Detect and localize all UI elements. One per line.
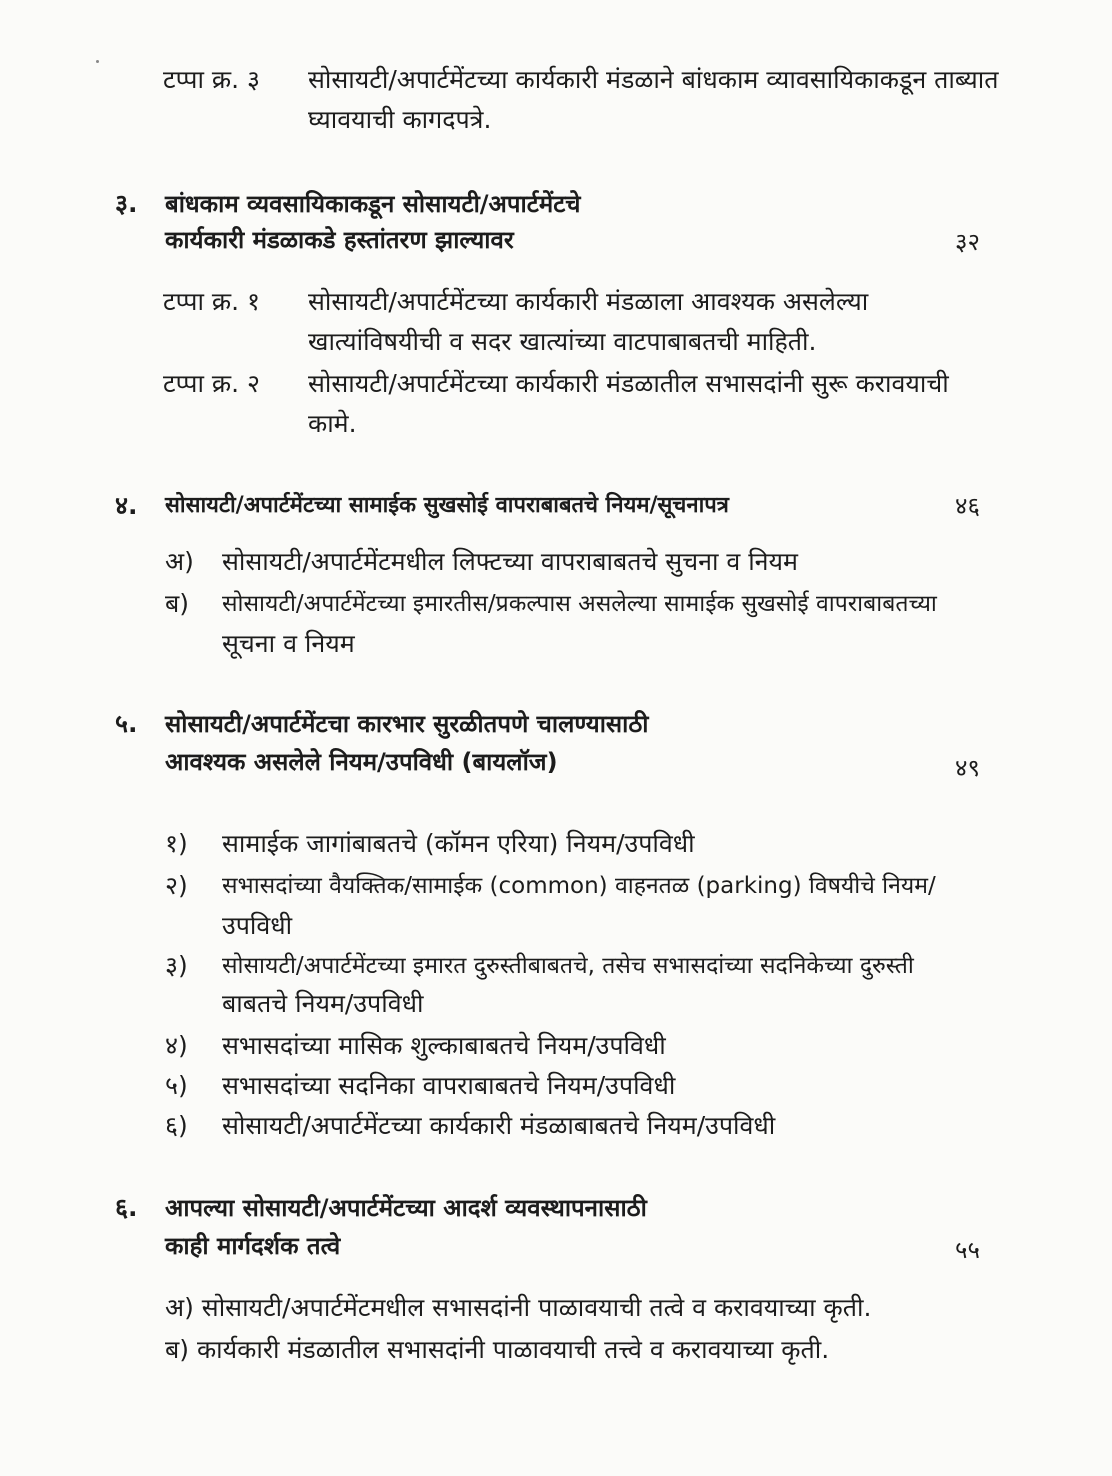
item-label: ५) bbox=[165, 1071, 188, 1100]
step-text: कामे. bbox=[308, 409, 357, 438]
step-text: सोसायटी/अपार्टमेंटच्या कार्यकारी मंडळाने बांधकाम व्यावसायिकाकडून ताब्यात bbox=[308, 65, 999, 94]
item-text: सोसायटी/अपार्टमेंटच्या कार्यकारी मंडळाबाबतचे नियम/उपविधी bbox=[222, 1111, 776, 1140]
section-title: बांधकाम व्यवसायिकाकडून सोसायटी/अपार्टमेंटचे bbox=[165, 190, 581, 218]
page-number: ४९ bbox=[955, 754, 980, 782]
item-text: उपविधी bbox=[222, 911, 293, 940]
item-label: अ) bbox=[165, 547, 194, 576]
section-title: सोसायटी/अपार्टमेंटच्या सामाईक सुखसोई वापराबाबतचे नियम/सूचनापत्र bbox=[165, 493, 729, 518]
item-text: सामाईक जागांबाबतचे (कॉमन एरिया) नियम/उपविधी bbox=[222, 829, 695, 858]
item-label: ब) bbox=[165, 589, 190, 618]
section-title: आवश्यक असलेले नियम/उपविधी (बायलॉज) bbox=[165, 748, 558, 776]
item-text: अ) सोसायटी/अपार्टमेंटमधील सभासदांनी पाळावयाची तत्वे व करावयाच्या कृती. bbox=[165, 1293, 872, 1322]
item-text: ब) कार्यकारी मंडळातील सभासदांनी पाळावयाची तत्त्वे व करावयाच्या कृती. bbox=[165, 1335, 830, 1364]
item-text: सोसायटी/अपार्टमेंटच्या इमारत दुरुस्तीबाबतचे, तसेच सभासदांच्या सदनिकेच्या दुरुस्ती bbox=[222, 953, 914, 979]
item-label: ६) bbox=[165, 1111, 188, 1140]
step-text: सोसायटी/अपार्टमेंटच्या कार्यकारी मंडळाला आवश्यक असलेल्या bbox=[308, 287, 869, 316]
step-label: टप्पा क्र. २ bbox=[163, 369, 261, 398]
scan-speck bbox=[96, 60, 99, 63]
item-text: सभासदांच्या मासिक शुल्काबाबतचे नियम/उपविधी bbox=[222, 1031, 666, 1060]
page-number: ५५ bbox=[955, 1236, 980, 1264]
page-number: ४६ bbox=[955, 492, 980, 520]
section-number: ६. bbox=[115, 1193, 138, 1222]
step-text: खात्यांविषयीची व सदर खात्यांच्या वाटपाबाबतची माहिती. bbox=[308, 327, 817, 356]
section-number: ५. bbox=[115, 709, 138, 738]
page-number: ३२ bbox=[955, 228, 980, 256]
step-text: घ्यावयाची कागदपत्रे. bbox=[308, 105, 492, 134]
item-text: सोसायटी/अपार्टमेंटमधील लिफ्टच्या वापराबाबतचे सुचना व नियम bbox=[222, 547, 799, 576]
item-text: बाबतचे नियम/उपविधी bbox=[222, 989, 424, 1018]
step-label: टप्पा क्र. १ bbox=[163, 287, 261, 316]
section-title: काही मार्गदर्शक तत्वे bbox=[165, 1232, 341, 1260]
item-text: सूचना व नियम bbox=[222, 629, 355, 658]
section-title: कार्यकारी मंडळाकडे हस्तांतरण झाल्यावर bbox=[165, 226, 514, 254]
section-title: आपल्या सोसायटी/अपार्टमेंटच्या आदर्श व्यवस्थापनासाठी bbox=[165, 1194, 647, 1222]
section-number: ४. bbox=[115, 491, 138, 520]
step-label: टप्पा क्र. ३ bbox=[163, 65, 261, 94]
item-label: २) bbox=[165, 871, 188, 900]
item-label: १) bbox=[165, 829, 188, 858]
section-title: सोसायटी/अपार्टमेंटचा कारभार सुरळीतपणे चालण्यासाठी bbox=[165, 710, 649, 738]
item-text: सभासदांच्या सदनिका वापराबाबतचे नियम/उपविधी bbox=[222, 1071, 676, 1100]
step-text: सोसायटी/अपार्टमेंटच्या कार्यकारी मंडळातील सभासदांनी सुरू करावयाची bbox=[308, 369, 949, 398]
item-text: सभासदांच्या वैयक्तिक/सामाईक (common) वाहनतळ (parking) विषयीचे नियम/ bbox=[222, 873, 936, 899]
item-label: ३) bbox=[165, 951, 188, 980]
item-text: सोसायटी/अपार्टमेंटच्या इमारतीस/प्रकल्पास असलेल्या सामाईक सुखसोई वापराबाबतच्या bbox=[222, 591, 937, 617]
item-label: ४) bbox=[165, 1031, 188, 1060]
section-number: ३. bbox=[115, 189, 138, 218]
